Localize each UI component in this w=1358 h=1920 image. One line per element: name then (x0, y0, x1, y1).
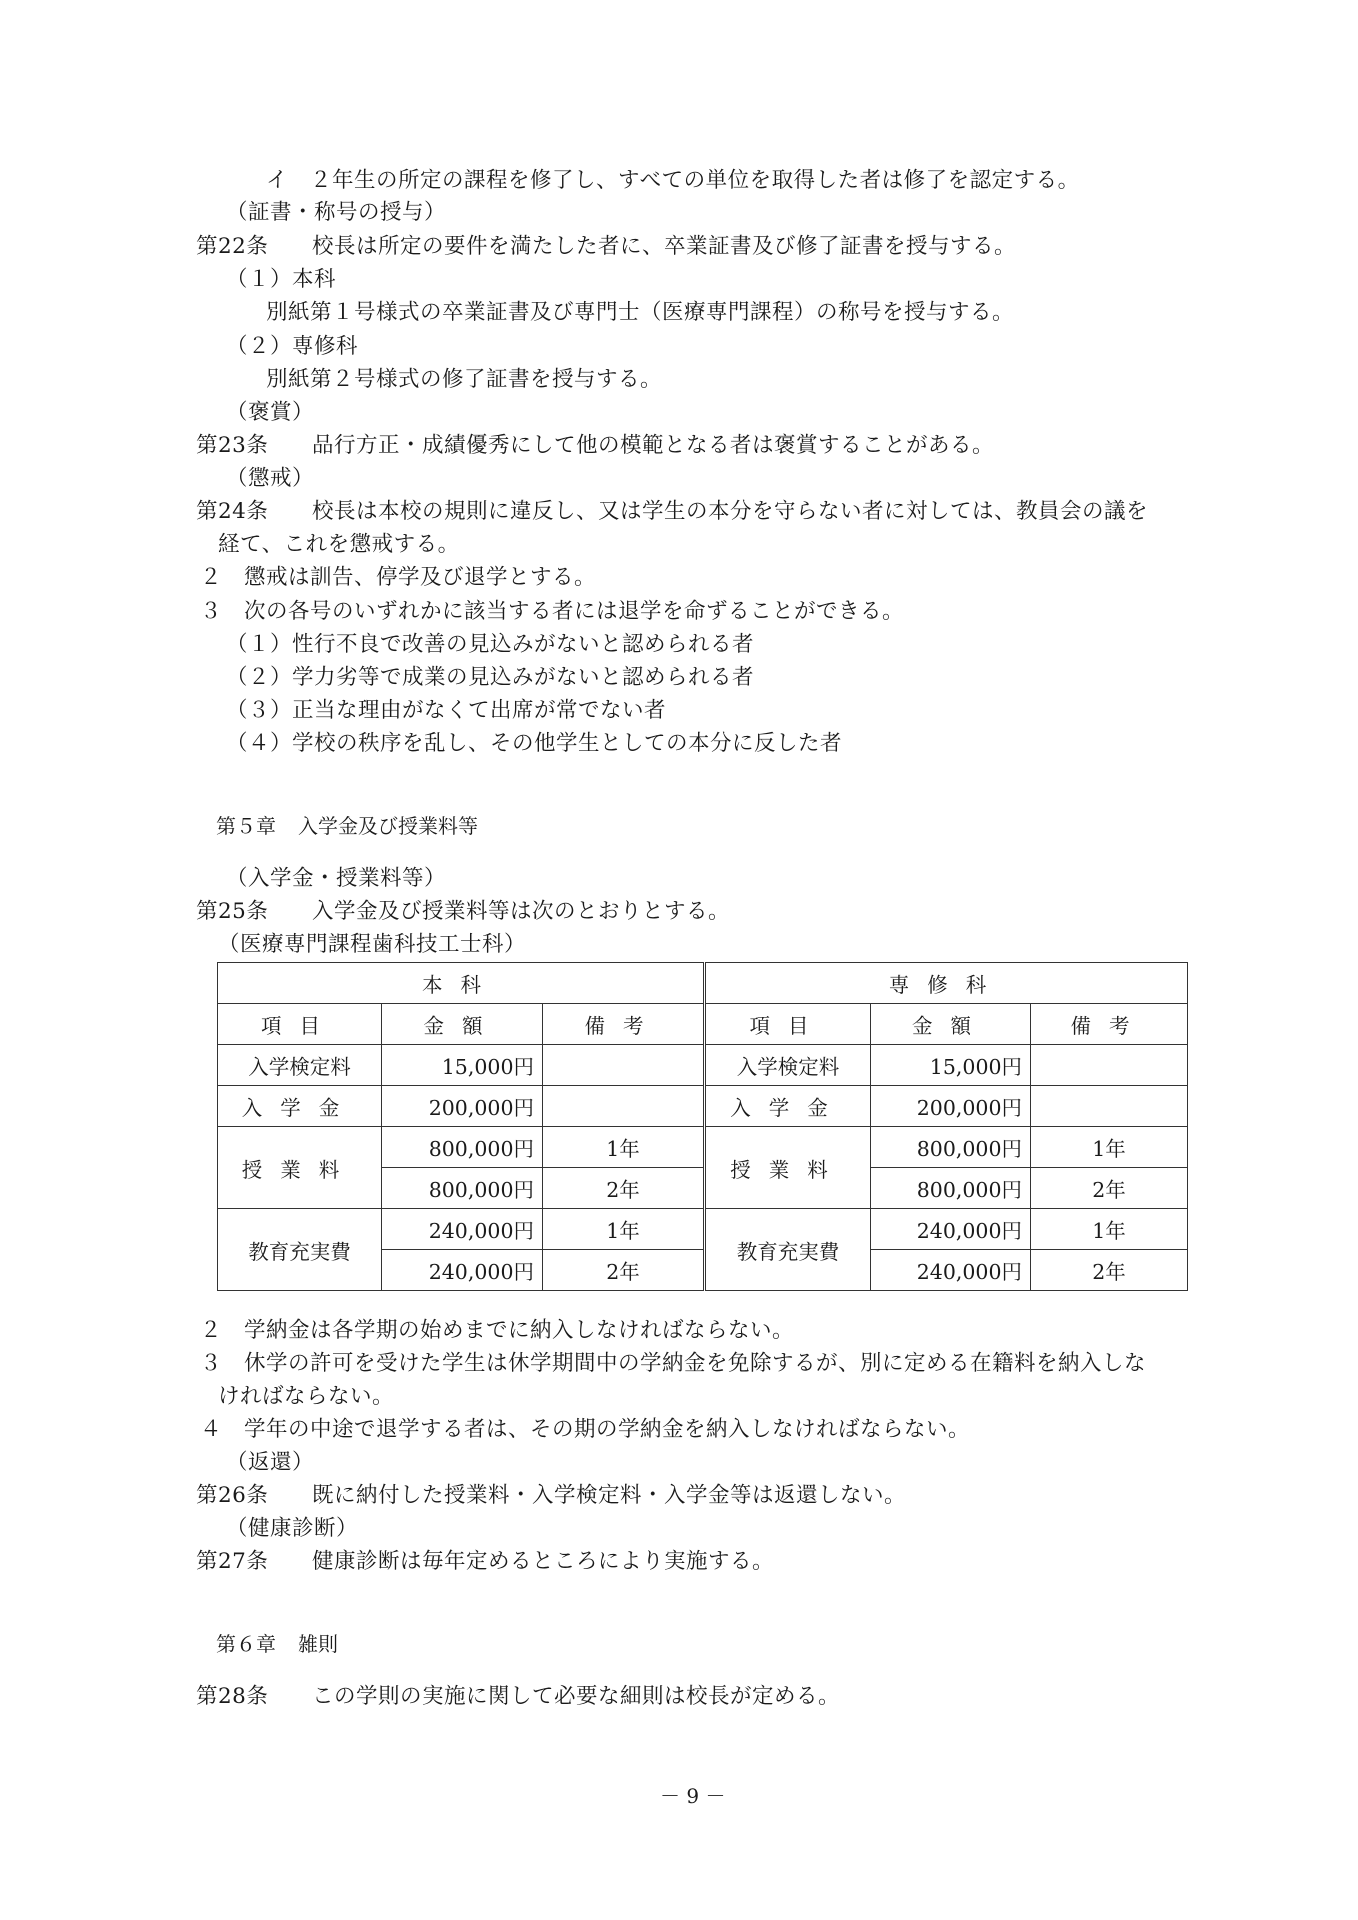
table-row (218, 1004, 1188, 1045)
item-2: （２）学力劣等で成業の見込みがないと認められる者 (226, 665, 755, 690)
senshuka-header: 専修科 (705, 963, 1188, 1004)
table-cell (543, 1086, 705, 1127)
table-cell: 授業料 (705, 1127, 871, 1209)
table-cell: 800,000円 (871, 1127, 1031, 1168)
caption-discipline: （懲戒） (226, 466, 315, 491)
paragraph-3-continued: ければならない。 (218, 1384, 395, 1409)
chapter-number: 第５章 (216, 814, 276, 838)
article-25 (196, 897, 730, 927)
article-number: 第23条 (196, 433, 269, 458)
article-number: 第22条 (196, 234, 269, 259)
table-cell: 800,000円 (382, 1168, 543, 1209)
col-header-item: 項目 (705, 1004, 871, 1045)
col-header-amount: 金額 (382, 1004, 543, 1045)
article-26 (196, 1481, 906, 1511)
article-number: 第27条 (196, 1549, 269, 1574)
table-cell: 1年 (1031, 1127, 1188, 1168)
table-cell: 教育充実費 (218, 1209, 382, 1291)
col-header-item: 項目 (218, 1004, 382, 1045)
article-number: 第24条 (196, 499, 269, 524)
caption-certificates: （証書・称号の授与） (226, 200, 447, 225)
col-header-amount: 金額 (871, 1004, 1031, 1045)
article-text: 品行方正・成績優秀にして他の模範となる者は褒賞することがある。 (312, 433, 995, 458)
item-honka-text: 別紙第１号様式の卒業証書及び専門士（医療専門課程）の称号を授与する。 (266, 300, 1015, 325)
article-28 (196, 1682, 840, 1712)
table-cell: 2年 (543, 1168, 705, 1209)
paragraph-2: ２ 学納金は各学期の始めまでに納入しなければならない。 (200, 1318, 795, 1343)
chapter-title: 入学金及び授業料等 (298, 814, 478, 838)
table-cell: 15,000円 (871, 1045, 1031, 1086)
table-cell: 入学検定料 (218, 1045, 382, 1086)
article-text: 入学金及び授業料等は次のとおりとする。 (312, 899, 731, 924)
paragraph-3: ３ 休学の許可を受けた学生は休学期間中の学納金を免除するが、別に定める在籍料を納入しな (200, 1351, 1147, 1376)
caption-health-check: （健康診断） (226, 1516, 359, 1541)
table-cell: 15,000円 (382, 1045, 543, 1086)
page-number: － 9 － (660, 1784, 726, 1808)
table-cell (1031, 1086, 1188, 1127)
article-text: この学則の実施に関して必要な細則は校長が定める。 (312, 1684, 841, 1709)
table-cell: 800,000円 (871, 1168, 1031, 1209)
table-cell: 240,000円 (382, 1209, 543, 1250)
table-cell: 2年 (1031, 1250, 1188, 1291)
item-honka: （１）本科 (226, 267, 337, 292)
item-senshuka: （２）専修科 (226, 334, 359, 359)
table-cell: 入学検定料 (705, 1045, 871, 1086)
table-row (218, 963, 1188, 1004)
article-24 (196, 497, 1148, 527)
table-row (218, 1045, 1188, 1086)
article-text: 校長は本校の規則に違反し、又は学生の本分を守らない者に対しては、教員会の議を (312, 499, 1149, 524)
table-cell: 240,000円 (871, 1250, 1031, 1291)
article-number: 第25条 (196, 899, 269, 924)
fee-table (217, 962, 1188, 1291)
table-row (218, 1209, 1188, 1250)
table-cell: 240,000円 (382, 1250, 543, 1291)
article-text: 校長は所定の要件を満たした者に、卒業証書及び修了証書を授与する。 (312, 234, 1017, 259)
col-header-note: 備考 (1031, 1004, 1188, 1045)
caption-fees: （入学金・授業料等） (226, 866, 447, 891)
table-cell: 240,000円 (871, 1209, 1031, 1250)
table-cell: 1年 (1031, 1209, 1188, 1250)
table-row (218, 1086, 1188, 1127)
item-4: （４）学校の秩序を乱し、その他学生としての本分に反した者 (226, 731, 843, 756)
article-text: 健康診断は毎年定めるところにより実施する。 (312, 1549, 775, 1574)
item-1: （１）性行不良で改善の見込みがないと認められる者 (226, 632, 755, 657)
honka-header: 本科 (218, 963, 705, 1004)
paragraph-4: ４ 学年の中途で退学する者は、その期の学納金を納入しなければならない。 (200, 1417, 971, 1442)
article-number: 第26条 (196, 1483, 269, 1508)
table-cell: 教育充実費 (705, 1209, 871, 1291)
table-cell: 入学金 (705, 1086, 871, 1127)
article-text: 既に納付した授業料・入学検定料・入学金等は返還しない。 (312, 1483, 907, 1508)
table-cell: 200,000円 (871, 1086, 1031, 1127)
article-27 (196, 1547, 774, 1577)
table-row (218, 1127, 1188, 1168)
table-cell (1031, 1045, 1188, 1086)
table-cell: 2年 (543, 1250, 705, 1291)
col-header-note: 備考 (543, 1004, 705, 1045)
table-cell: 入学金 (218, 1086, 382, 1127)
paragraph-2: ２ 懲戒は訓告、停学及び退学とする。 (200, 565, 597, 590)
article-24-continued: 経て、これを懲戒する。 (218, 532, 460, 557)
article-number: 第28条 (196, 1684, 269, 1709)
table-cell: 800,000円 (382, 1127, 543, 1168)
table-cell: 授業料 (218, 1127, 382, 1209)
item-3: （３）正当な理由がなくて出席が常でない者 (226, 698, 667, 723)
table-caption: （医療専門課程歯科技工士科） (218, 932, 527, 957)
article-23 (196, 431, 994, 461)
chapter-title: 雑則 (298, 1632, 338, 1656)
chapter-5-heading (216, 811, 478, 841)
table-cell (543, 1045, 705, 1086)
chapter-number: 第６章 (216, 1632, 276, 1656)
table-cell: 1年 (543, 1209, 705, 1250)
paragraph-3: ３ 次の各号のいずれかに該当する者には退学を命ずることができる。 (200, 599, 905, 624)
caption-commendation: （褒賞） (226, 400, 315, 425)
table-cell: 2年 (1031, 1168, 1188, 1209)
clause-i-text: イ ２年生の所定の課程を修了し、すべての単位を取得した者は修了を認定する。 (266, 168, 1080, 193)
article-22 (196, 232, 1016, 262)
item-senshuka-text: 別紙第２号様式の修了証書を授与する。 (266, 367, 663, 392)
table-cell: 1年 (543, 1127, 705, 1168)
caption-refund: （返還） (226, 1450, 315, 1475)
chapter-6-heading (216, 1629, 338, 1659)
table-cell: 200,000円 (382, 1086, 543, 1127)
